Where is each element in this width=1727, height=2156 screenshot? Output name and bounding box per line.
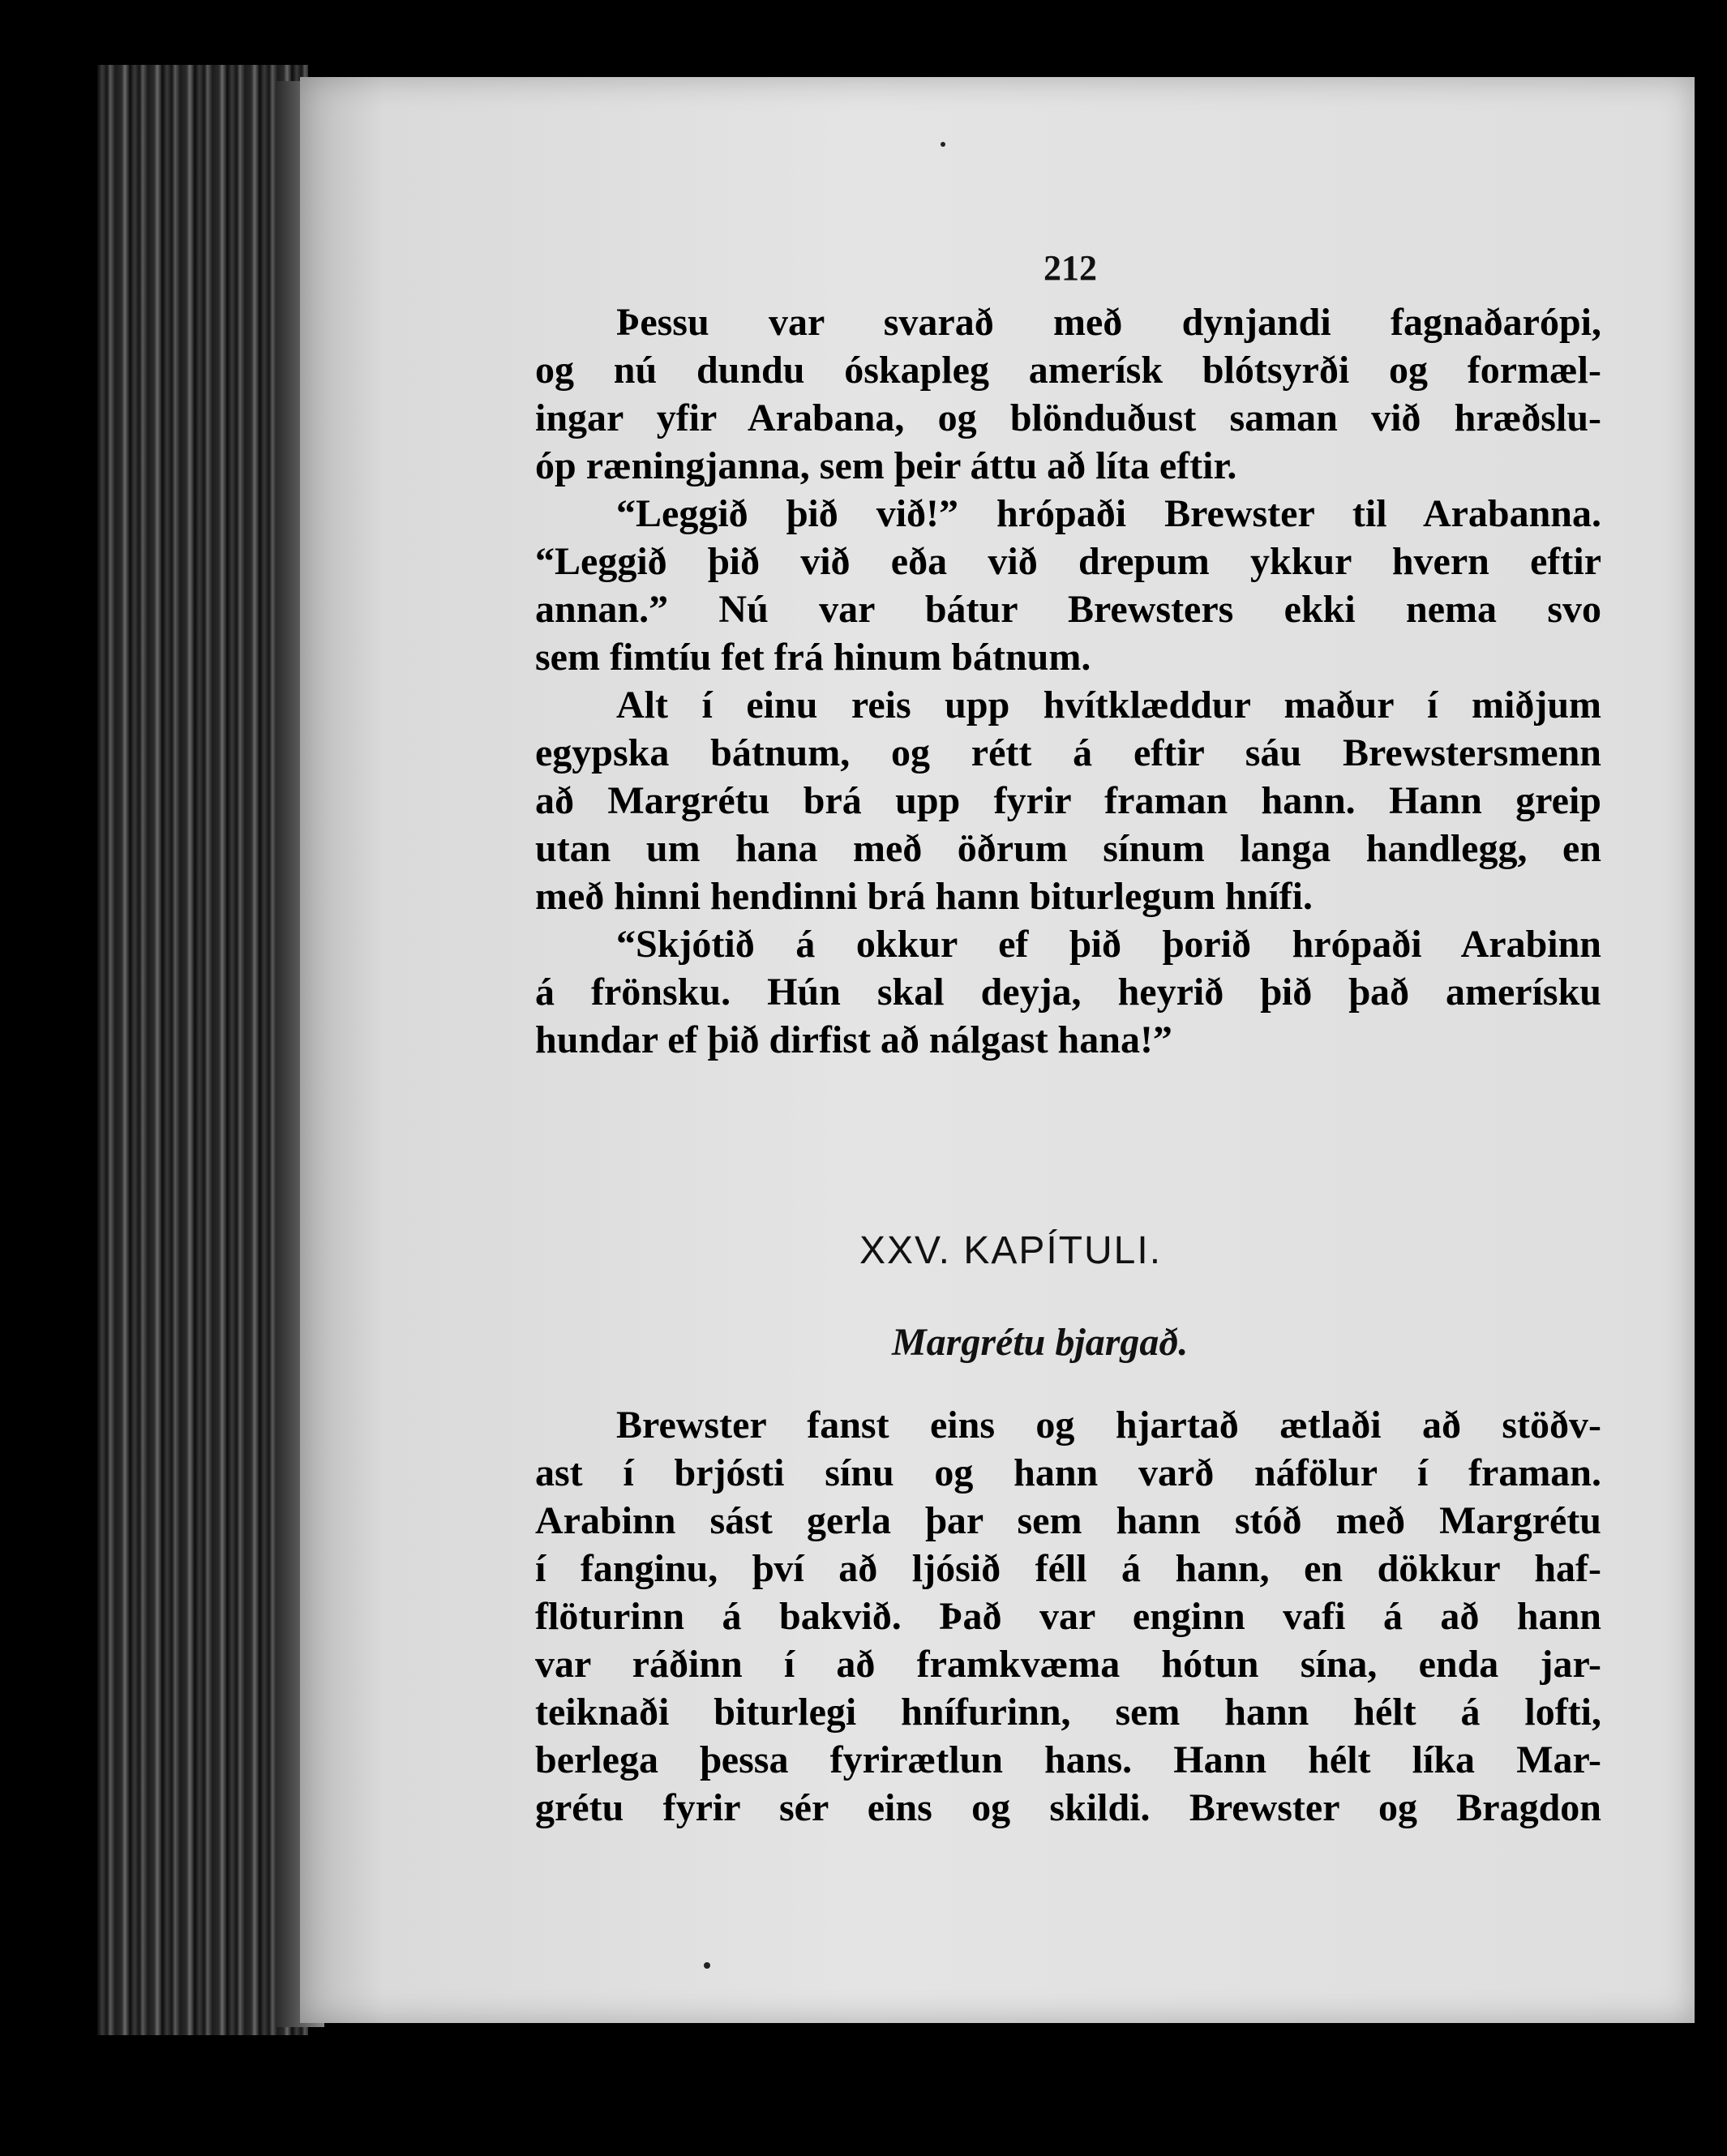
text-line: grétu fyrir sér eins og skildi. Brewster og Bragdon <box>535 1786 1601 1829</box>
text-line: ast í brjósti sínu og hann varð náfölur í framan. <box>535 1451 1601 1494</box>
paragraph <box>535 920 1601 1064</box>
text-line: og nú dundu óskapleg amerísk blótsyrði og formæl- <box>535 349 1601 392</box>
text-line: utan um hana með öðrum sínum langa handlegg, en <box>535 827 1601 870</box>
text-line: “Skjótið á okkur ef þið þorið hrópaði Arabinn <box>616 923 1601 966</box>
paragraph <box>535 298 1601 490</box>
text-line: Brewster fanst eins og hjartað ætlaði að stöðv- <box>616 1404 1601 1447</box>
text-line: á frönsku. Hún skal deyja, heyrið þið það amerísku <box>535 971 1601 1014</box>
text-line: berlega þessa fyrirætlun hans. Hann hélt líka Mar- <box>535 1738 1601 1781</box>
text-block-bottom <box>535 1401 1601 1832</box>
text-line: óp ræningjanna, sem þeir áttu að líta eftir. <box>535 444 1237 487</box>
text-line: með hinni hendinni brá hann biturlegum hnífi. <box>535 875 1313 918</box>
chapter-subtitle: Margrétu bjargað. <box>892 1321 1189 1364</box>
text-line: “Leggið þið við eða við drepum ykkur hvern eftir <box>535 540 1601 583</box>
dust-speck <box>941 142 945 147</box>
chapter-heading: XXV. KAPÍTULI. <box>859 1229 1163 1272</box>
text-line: flöturinn á bakvið. Það var enginn vafi á að hann <box>535 1595 1601 1638</box>
text-line: Þessu var svarað með dynjandi fagnaðarópi, <box>616 301 1601 344</box>
text-line: Arabinn sást gerla þar sem hann stóð með Margrétu <box>535 1499 1601 1542</box>
text-line: Alt í einu reis upp hvítklæddur maður í miðjum <box>616 684 1601 727</box>
text-line: sem fimtíu fet frá hinum bátnum. <box>535 636 1091 679</box>
text-line: ingar yfir Arabana, og blönduðust saman við hræðslu- <box>535 396 1601 439</box>
text-line: egypska bátnum, og rétt á eftir sáu Brewstersmenn <box>535 731 1601 774</box>
text-line: annan.” Nú var bátur Brewsters ekki nema svo <box>535 588 1601 631</box>
text-line: hundar ef þið dirfist að nálgast hana!” <box>535 1018 1172 1061</box>
page-number: 212 <box>1043 248 1097 288</box>
text-line: var ráðinn í að framkvæma hótun sína, enda jar- <box>535 1643 1601 1686</box>
text-line: teiknaði biturlegi hnífurinn, sem hann hélt á lofti, <box>535 1691 1601 1734</box>
text-block-top <box>535 298 1601 1064</box>
paragraph <box>535 1401 1601 1832</box>
paragraph <box>535 681 1601 920</box>
text-line: í fanginu, því að ljósið féll á hann, en dökkur haf- <box>535 1547 1601 1590</box>
paragraph <box>535 490 1601 681</box>
text-line: að Margrétu brá upp fyrir framan hann. Hann greip <box>535 779 1601 822</box>
text-line: “Leggið þið við!” hrópaði Brewster til Arabanna. <box>616 492 1601 535</box>
dust-speck <box>704 1962 710 1969</box>
